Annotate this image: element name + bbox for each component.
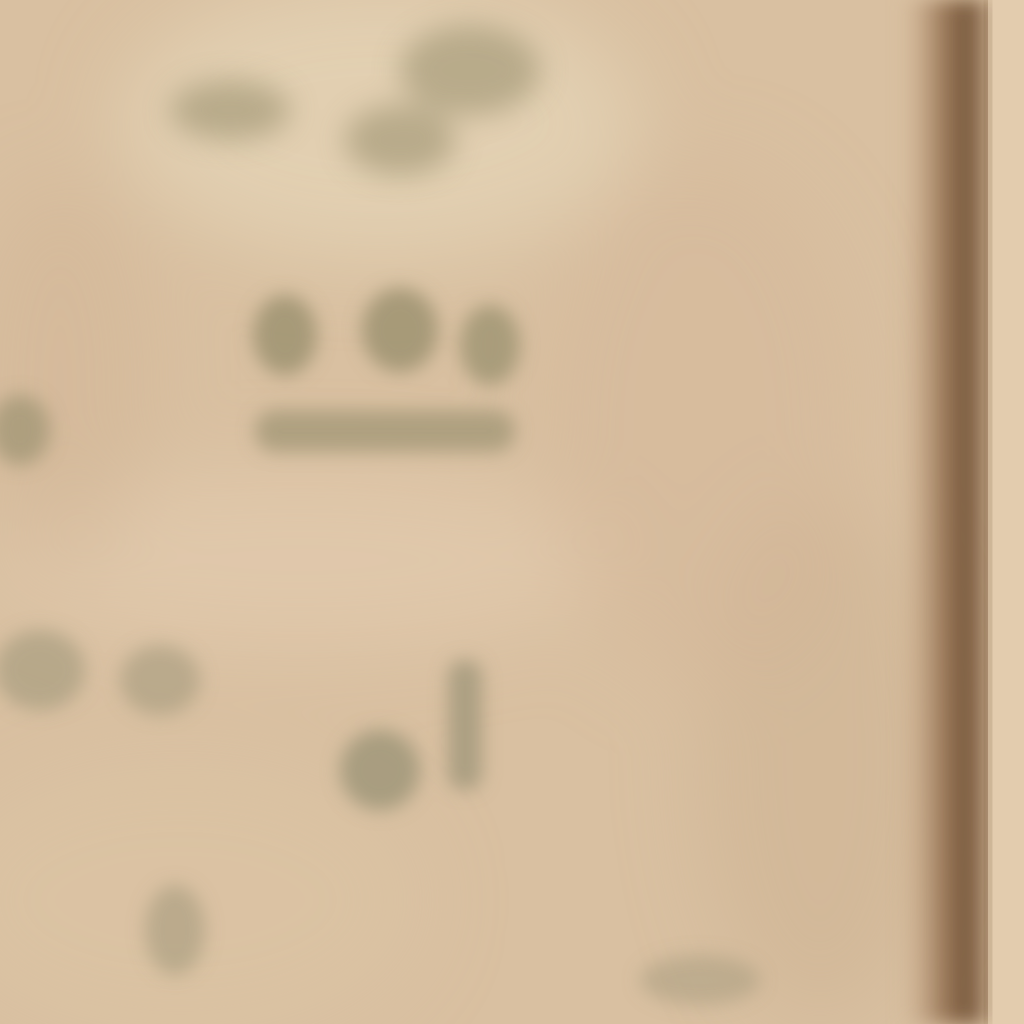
page-edge bbox=[988, 0, 1024, 1024]
page-edge-line bbox=[985, 0, 991, 1024]
book-spine-shadow bbox=[900, 0, 990, 1024]
